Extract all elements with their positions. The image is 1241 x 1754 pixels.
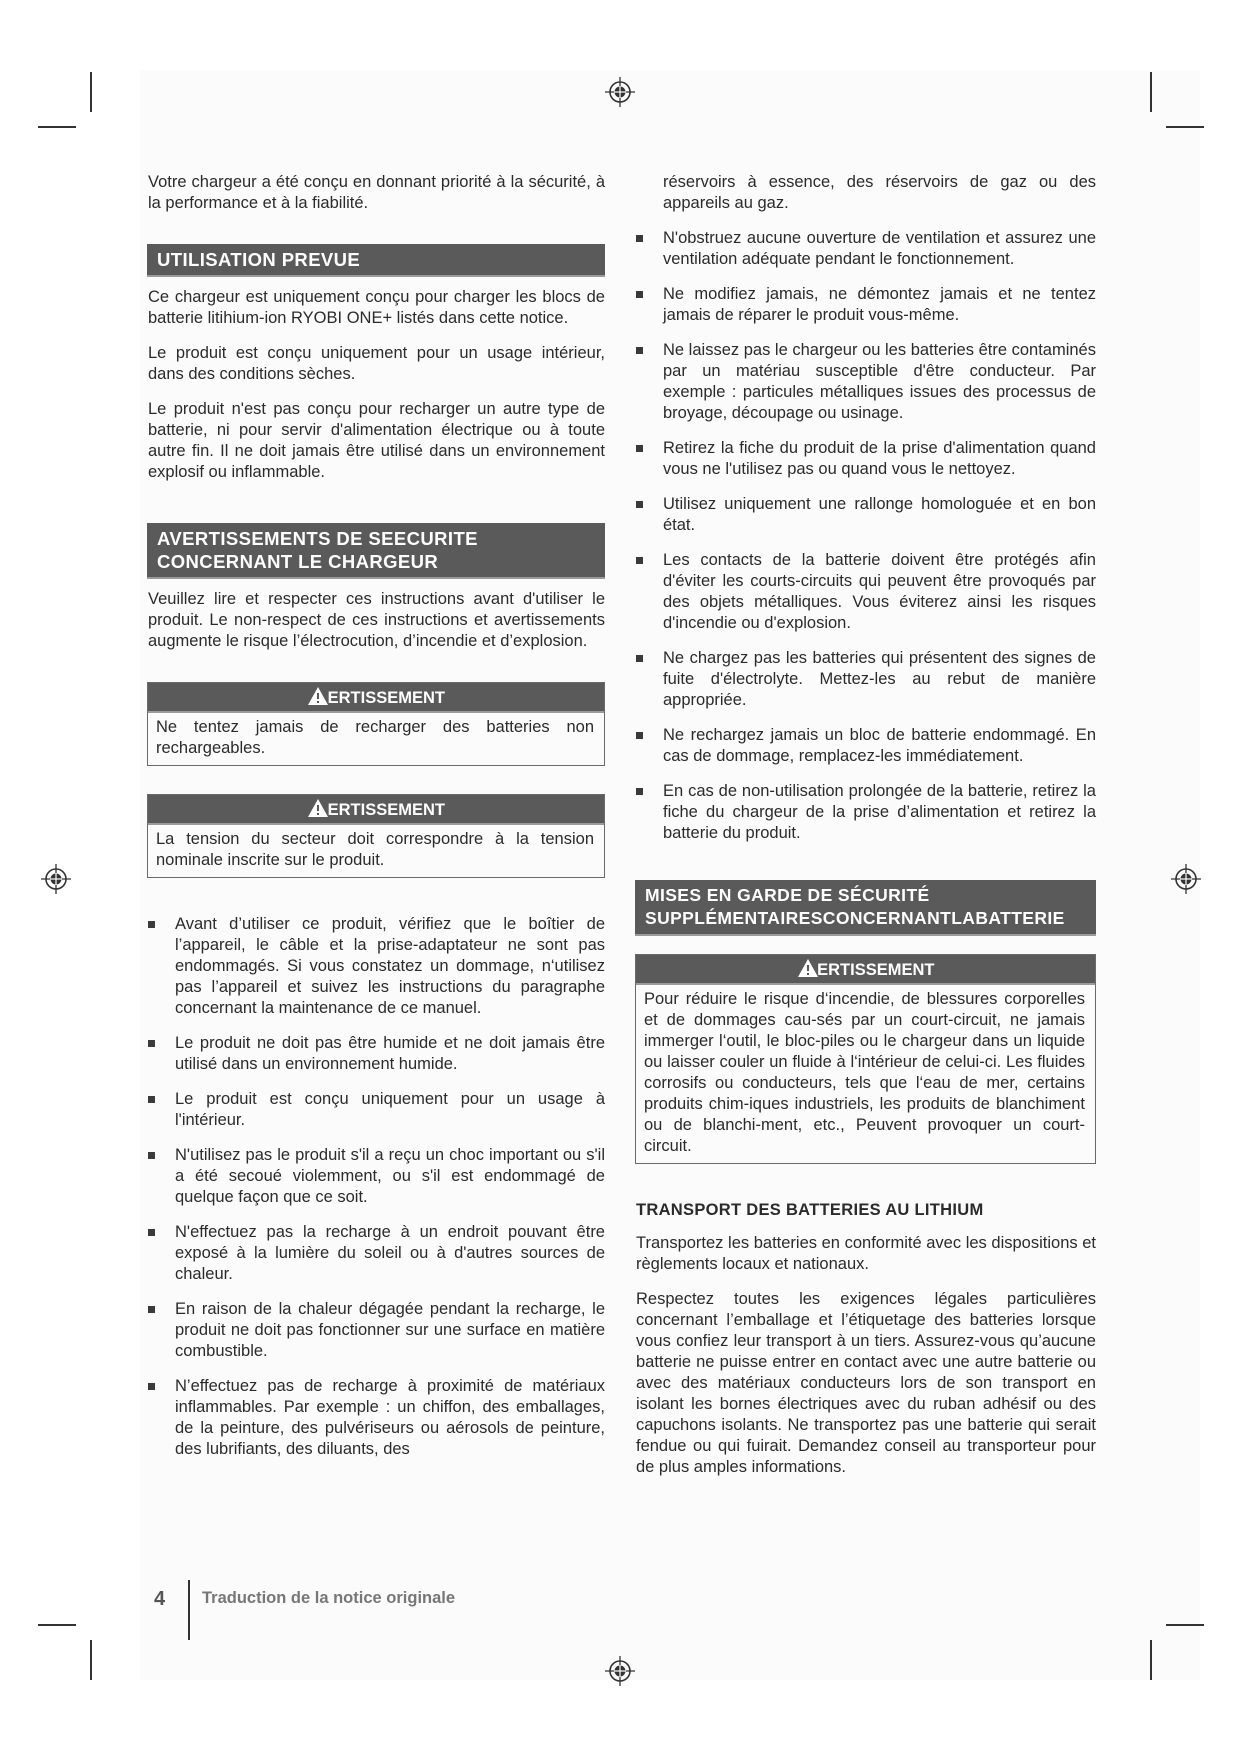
bullet-square-icon: [636, 291, 643, 298]
bullet-square-icon: [148, 1229, 155, 1236]
section-header-line: MISES EN GARDE DE SÉCURITÉ: [645, 885, 930, 905]
warning-header: [148, 795, 604, 825]
warning-box-3: [635, 954, 1096, 1164]
warning-box-1: [147, 682, 605, 766]
warning-label: ERTISSEMENT: [327, 801, 445, 819]
list-item-text: Le produit est conçu uniquement pour un usage à l'intérieur.: [175, 1090, 605, 1129]
bullet-square-icon: [148, 1383, 155, 1390]
warning-header: [148, 683, 604, 713]
page-number: 4: [154, 1588, 166, 1610]
list-item: [636, 228, 1096, 270]
list-item-text: En cas de non-utilisation prolongée de la batterie, retirez la fiche du chargeur de la prise d’alimentation et retirez la batterie du produit.: [663, 782, 1096, 842]
list-item-text: N'utilisez pas le produit s'il a reçu un choc important ou s'il a été secoué violemment, ou s'il est endommagé de quelque façon que ce soit.: [175, 1146, 605, 1206]
bullet-square-icon: [148, 1040, 155, 1047]
transport-paragraph-1: Transportez les batteries en conformité avec les dispositions et règlements locaux et nationaux.: [636, 1234, 1096, 1273]
section-header-line: CONCERNANT LE CHARGEUR: [157, 551, 439, 572]
warning-box-2: [147, 794, 605, 878]
crop-mark-bottom-right-h: [1166, 1624, 1204, 1626]
bullet-square-icon: [148, 1152, 155, 1159]
list-item-text: Utilisez uniquement une rallonge homologuée et en bon état.: [663, 495, 1096, 534]
utilisation-paragraph-2: Le produit est conçu uniquement pour un usage intérieur, dans des conditions sèches.: [148, 344, 605, 383]
footer-text: Traduction de la notice originale: [202, 1589, 456, 1607]
list-item: [148, 914, 605, 1019]
avertissements-paragraph: Veuillez lire et respecter ces instructions avant d'utiliser le produit. Le non-respect de ces instructions et avertissements augmente le risque l’électrocution, d’incendie et d’explosion.: [148, 590, 605, 650]
list-item: [148, 1222, 605, 1285]
list-item-text: Le produit ne doit pas être humide et ne doit jamais être utilisé dans un environnement humide.: [175, 1034, 605, 1073]
list-item-text: N’effectuez pas de recharge à proximité de matériaux inflammables. Par exemple : un chiffon, des emballages, de la peinture, des pulvériseurs ou aérosols de peinture, des lubrifiants, des diluants, des: [175, 1377, 605, 1458]
right-bullet-list: [636, 228, 1096, 844]
warning-label: ERTISSEMENT: [817, 961, 935, 979]
warning-text: Pour réduire le risque d‘incendie, de blessures corporelles et de dommages cau-sés par un court-circuit, ne jamais immerger l‘outil, le bloc-piles ou le chargeur dans un liquide ou laisser couler un fluide à l‘intérieur de celui-ci. Les fluides corrosifs ou conducteurs, tels que l‘eau de mer, certains produits chim-iques industriels, les produits de blanchiment ou de blanchi-ment, etc., Peuvent provoquer un court-circuit.: [644, 990, 1085, 1155]
crop-mark-bottom-left-v: [90, 1640, 92, 1680]
warning-triangle-icon: [797, 958, 819, 978]
transport-heading: TRANSPORT DES BATTERIES AU LITHIUM: [636, 1201, 984, 1219]
list-item-text: Ne rechargez jamais un bloc de batterie endommagé. En cas de dommage, remplacez-les immédiatement.: [663, 726, 1096, 765]
utilisation-paragraph-1: Ce chargeur est uniquement conçu pour charger les blocs de batterie litihium-ion RYOBI ONE+ listés dans cette notice.: [148, 288, 605, 327]
list-item: [636, 284, 1096, 326]
list-item: [636, 438, 1096, 480]
bullet-square-icon: [636, 235, 643, 242]
list-item-text: N'obstruez aucune ouverture de ventilation et assurez une ventilation adéquate pendant le fonctionnement.: [663, 229, 1096, 268]
bullet-square-icon: [148, 1306, 155, 1313]
utilisation-paragraph-3: Le produit n'est pas conçu pour recharger un autre type de batterie, ni pour servir d'alimentation électrique ou à toute autre fin. Il ne doit jamais être utilisé dans un environnement explosif ou inflammable.: [148, 400, 605, 481]
list-item: [148, 1299, 605, 1362]
section-header-line: AVERTISSEMENTS DE SEECURITE: [157, 528, 478, 549]
bullet-square-icon: [636, 557, 643, 564]
warning-header: [636, 955, 1095, 985]
continuation-paragraph: réservoirs à essence, des réservoirs de gaz ou des appareils au gaz.: [663, 173, 1096, 212]
warning-text: Ne tentez jamais de recharger des batteries non rechargeables.: [156, 718, 594, 757]
bullet-square-icon: [636, 788, 643, 795]
bullet-square-icon: [636, 501, 643, 508]
intro-paragraph: Votre chargeur a été conçu en donnant priorité à la sécurité, à la performance et à la fiabilité.: [148, 173, 605, 212]
bullet-square-icon: [148, 921, 155, 928]
list-item-text: Ne laissez pas le chargeur ou les batteries être contaminés par un matériau susceptible d'être conducteur. Par exemple : particules métalliques issues des processus de broyage, découpage ou usinage.: [663, 341, 1096, 422]
list-item-text: Avant d’utiliser ce produit, vérifiez que le boîtier de l’appareil, le câble et la prise-adaptateur ne sont pas endommagés. Si vous constatez un dommage, n‘utilisez pas l’appareil et suivez les instructions du paragraphe concernant la maintenance de ce manuel.: [175, 915, 605, 1017]
list-item-text: Les contacts de la batterie doivent être protégés afin d'éviter les courts-circuits qui peuvent être provoqués par des objets métalliques. Vous éviterez ainsi les risques d'incendie ou d'explosion.: [663, 551, 1096, 632]
list-item: [636, 648, 1096, 711]
list-item: [636, 725, 1096, 767]
crop-mark-top-left-v: [90, 72, 92, 112]
warning-triangle-icon: [307, 798, 329, 818]
section-header-avertissements: [147, 523, 605, 579]
list-item: [148, 1376, 605, 1460]
bullet-square-icon: [636, 347, 643, 354]
crop-mark-top-right-h: [1166, 126, 1204, 128]
registration-mark-bottom-icon: [605, 1656, 635, 1686]
list-item-text: Ne chargez pas les batteries qui présentent des signes de fuite d'électrolyte. Mettez-les au rebut de manière appropriée.: [663, 649, 1096, 709]
list-item: [148, 1089, 605, 1131]
footer-divider: [188, 1580, 190, 1640]
list-item: [636, 550, 1096, 634]
left-column: [148, 172, 605, 1474]
bullet-square-icon: [148, 1096, 155, 1103]
bullet-square-icon: [636, 445, 643, 452]
crop-mark-bottom-right-v: [1150, 1640, 1152, 1680]
warning-triangle-icon: [307, 686, 329, 706]
list-item: [148, 1033, 605, 1075]
warning-text: La tension du secteur doit correspondre à la tension nominale inscrite sur le produit.: [156, 830, 594, 869]
bullet-square-icon: [636, 732, 643, 739]
registration-mark-right-icon: [1171, 864, 1201, 894]
warning-label: ERTISSEMENT: [327, 689, 445, 707]
list-item-text: N'effectuez pas la recharge à un endroit pouvant être exposé à la lumière du soleil ou à d'autres sources de chaleur.: [175, 1223, 605, 1283]
list-item-text: En raison de la chaleur dégagée pendant la recharge, le produit ne doit pas fonctionner sur une surface en matière combustible.: [175, 1300, 605, 1360]
left-bullet-list: [148, 914, 605, 1460]
list-item: [636, 781, 1096, 844]
list-item-text: Ne modifiez jamais, ne démontez jamais et ne tentez jamais de réparer le produit vous-même.: [663, 285, 1096, 324]
crop-mark-top-right-v: [1150, 72, 1152, 112]
bullet-square-icon: [636, 655, 643, 662]
crop-mark-bottom-left-h: [38, 1624, 76, 1626]
registration-mark-top-icon: [605, 77, 635, 107]
list-item: [148, 1145, 605, 1208]
list-item-text: Retirez la fiche du produit de la prise d'alimentation quand vous ne l'utilisez pas ou quand vous le nettoyez.: [663, 439, 1096, 478]
transport-paragraph-2: Respectez toutes les exigences légales particulières concernant l’emballage et l’étiquetage des batteries lorsque vous confiez leur transport à un tiers. Assurez-vous qu’aucune batterie ne puisse entrer en contact avec une autre batterie ou avec des matériaux conducteurs lors de son transport en isolant les bornes électriques avec du ruban adhésif ou des capuchons isolants. Ne transportez pas une batterie qui serait fendue ou qui fuirait. Demandez conseil au transporteur pour de plus amples informations.: [636, 1290, 1096, 1476]
section-header-line: SUPPLÉMENTAIRESCONCERNANTLABATTERIE: [645, 908, 1065, 928]
right-column: [636, 172, 1096, 1492]
section-header-utilisation: UTILISATION PREVUE: [147, 244, 605, 277]
section-header-mises-en-garde: [635, 880, 1096, 936]
registration-mark-left-icon: [41, 864, 71, 894]
crop-mark-top-left-h: [38, 126, 76, 128]
list-item: [636, 340, 1096, 424]
list-item: [636, 494, 1096, 536]
